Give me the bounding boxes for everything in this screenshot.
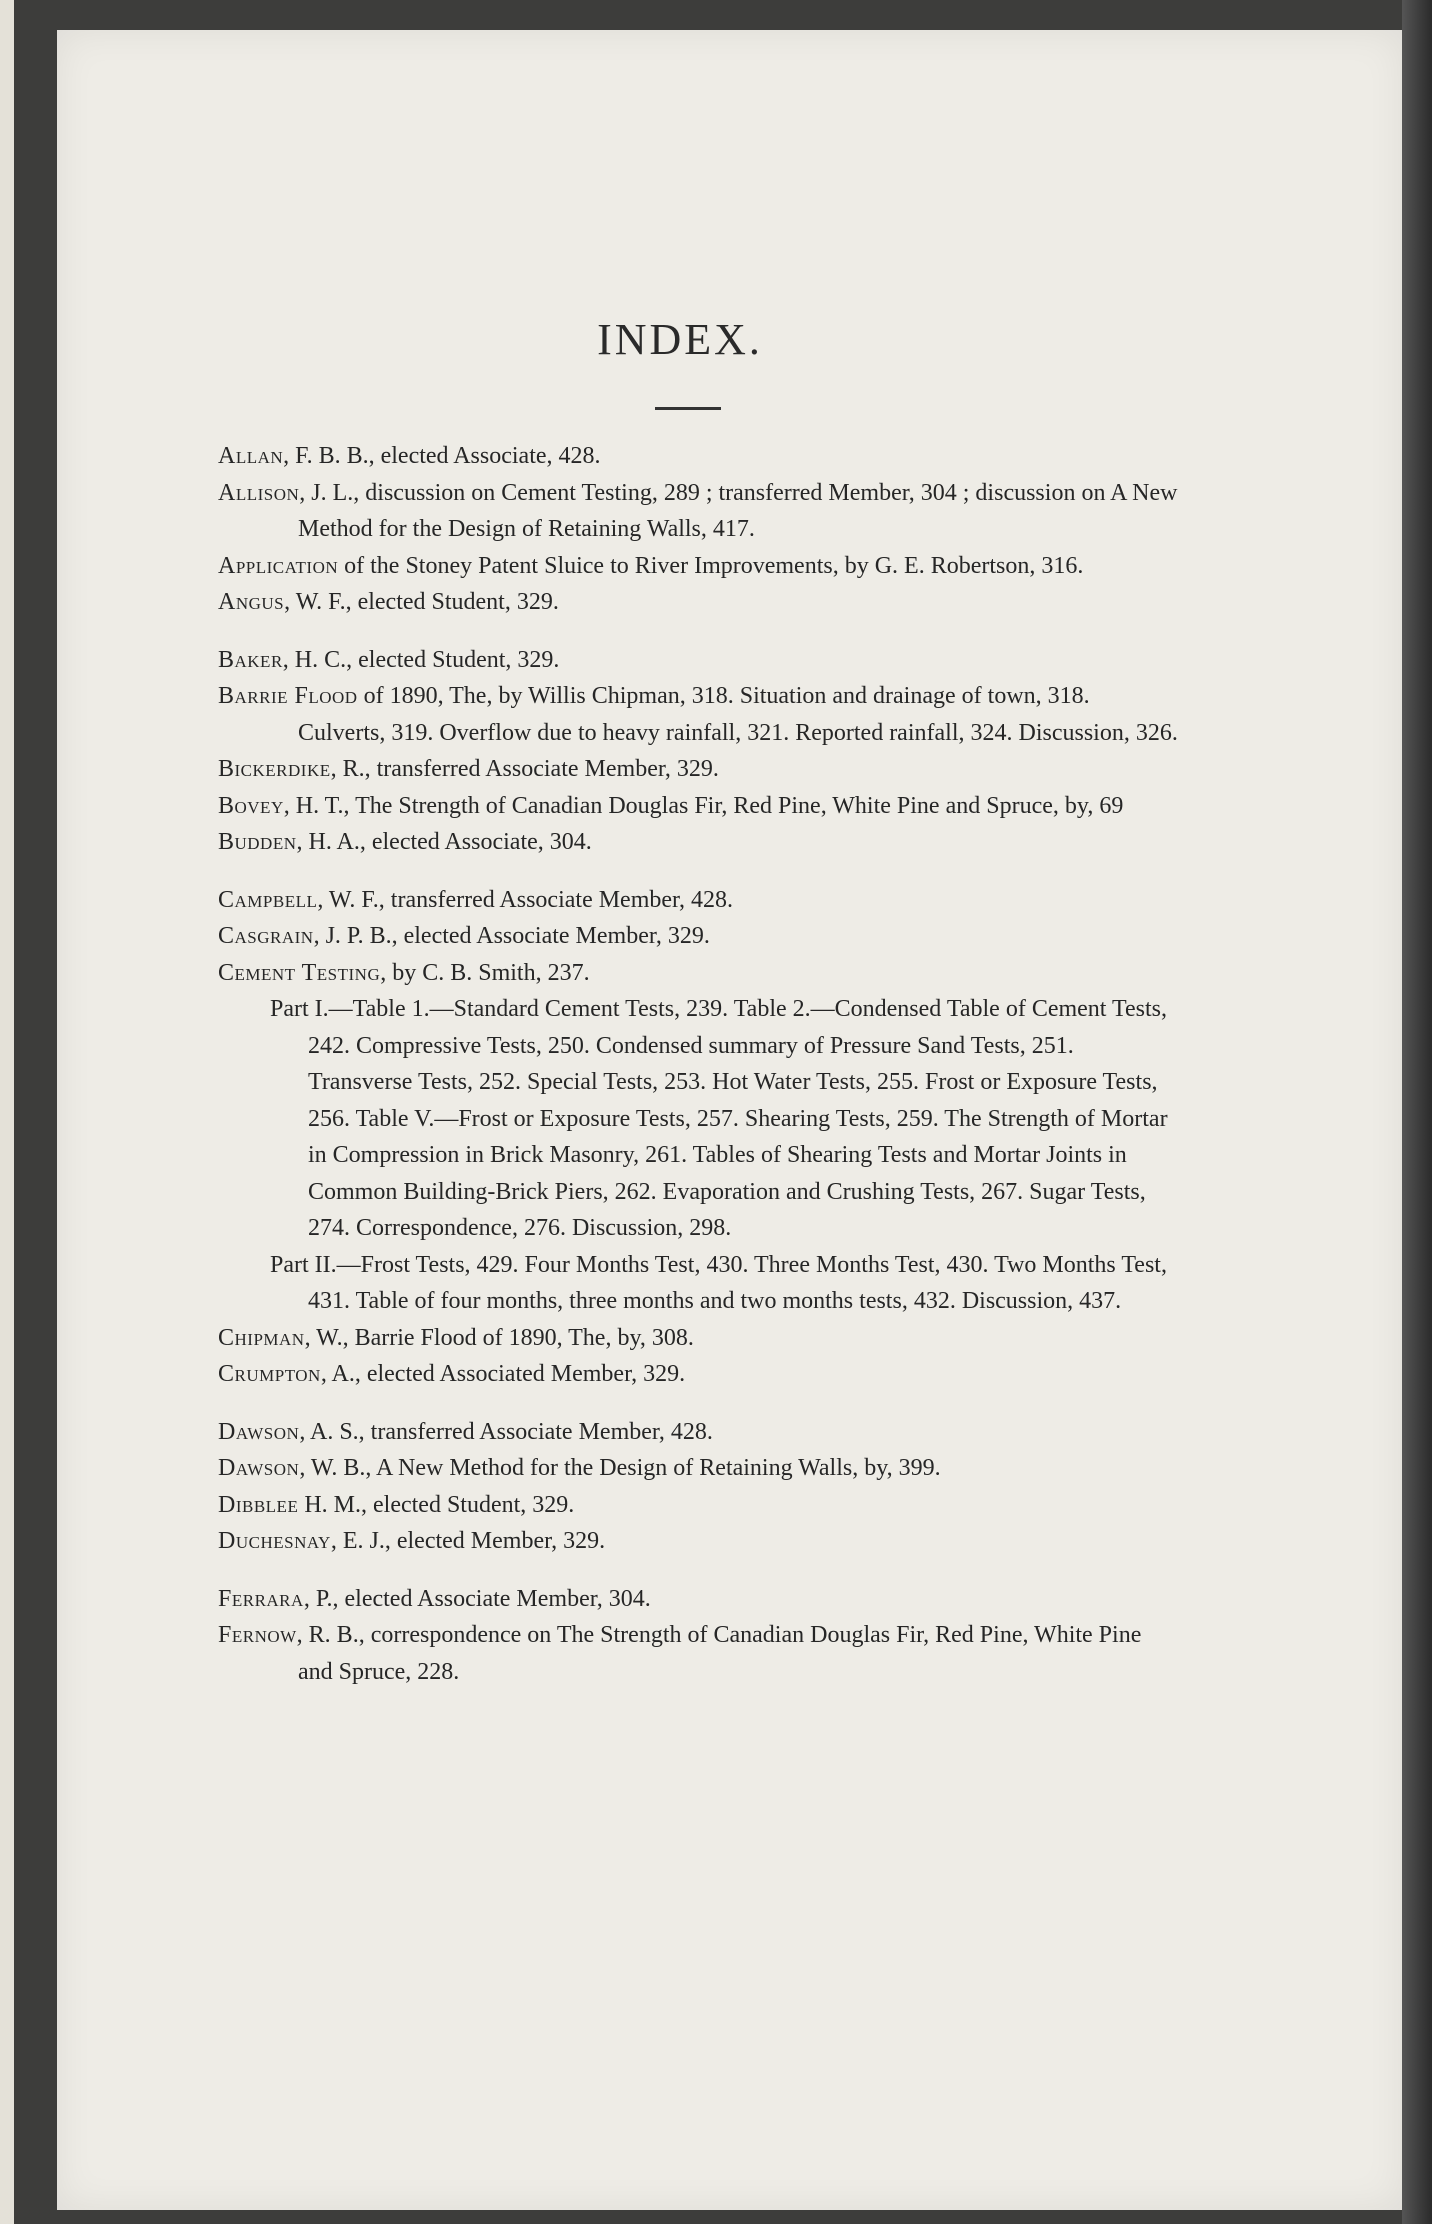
entry-heading: Angus — [218, 589, 285, 615]
entry-heading: Budden — [218, 829, 297, 855]
index-entry — [218, 1320, 1178, 1357]
entry-heading: Barrie Flood — [218, 683, 358, 709]
page-title: INDEX. — [597, 315, 763, 364]
entry-heading: Dawson — [218, 1455, 300, 1481]
entry-text: , A., elected Associated Member, 329. — [320, 1361, 686, 1387]
entry-text: of the Stoney Patent Sluice to River Improvements, by G. E. Robertson, 316. — [338, 552, 1084, 579]
title-rule — [655, 407, 721, 410]
entry-heading: Ferrara — [218, 1585, 304, 1612]
index-entry — [218, 955, 1178, 992]
index-entry — [218, 548, 1178, 585]
entry-text: H. M., elected Student, 329. — [298, 1491, 575, 1518]
entry-text: , J. P. B., elected Associate Member, 329. — [313, 923, 710, 949]
entry-heading: Application — [218, 552, 339, 579]
index-entry — [218, 475, 1178, 548]
entry-text: , A. S., transferred Associate Member, 428. — [299, 1418, 713, 1445]
entry-text: , W. F., transferred Associate Member, 428. — [317, 886, 734, 913]
entry-heading: Campbell — [218, 886, 318, 913]
entry-text: , R. B., correspondence on The Strength of Canadian Douglas Fir, Red Pine, White Pine and Spruce, 228. — [296, 1622, 1142, 1685]
entry-heading: Dibblee — [218, 1491, 299, 1518]
entry-heading: Allan — [218, 443, 284, 469]
entry-text: , H. C., elected Student, 329. — [282, 646, 560, 673]
entry-text: , H. A., elected Associate, 304. — [296, 829, 592, 855]
entry-text: , H. T., The Strength of Canadian Douglas Fir, Red Pine, White Pine and Spruce, by, 69 — [283, 792, 1124, 819]
index-entries — [218, 438, 1178, 1690]
entry-text: , by C. B. Smith, 237. — [380, 959, 590, 986]
index-subentry: Part II.—Frost Tests, 429. Four Months Test, 430. Three Months Test, 430. Two Months Test, 431. Table of four months, three months and two months tests, 432. Discussion, 437. — [270, 1251, 1167, 1314]
entry-heading: Chipman — [218, 1324, 305, 1351]
index-entry — [218, 1356, 1178, 1393]
index-entry — [218, 1450, 1178, 1487]
entry-text: , J. L., discussion on Cement Testing, 289 ; transferred Member, 304 ; discussion on A New Method for the Design of Retaining Walls, 417. — [298, 479, 1178, 542]
index-subentry: Part I.—Table 1.—Standard Cement Tests, 239. Table 2.—Condensed Table of Cement Tests, 242. Compressive Tests, 250. Condensed summary of Pressure Sand Tests, 251. Transverse Tests, 252. Special Tests, 253. Hot Water Tests, 255. Frost or Exposure Tests, 256. Table V.—Frost or Exposure Tests, 257. Shearing Tests, 259. The Strength of Mortar in Compression in Brick Masonry, 261. Tables of Shearing Tests and Mortar Joints in Common Building-Brick Piers, 262. Evaporation and Crushing Tests, 267. Sugar Tests, 274. Correspondence, 276. Discussion, 298. — [270, 996, 1168, 1241]
entry-heading: Cement Testing — [218, 959, 381, 986]
binding-shadow — [1402, 0, 1432, 2224]
index-entry — [218, 1617, 1178, 1690]
index-entry — [218, 1414, 1178, 1451]
entry-heading: Duchesnay — [218, 1528, 331, 1554]
entry-text: of 1890, The, by Willis Chipman, 318. Situation and drainage of town, 318. Culverts, 319. Overflow due to heavy rainfall, 321. Reported rainfall, 324. Discussion, 326. — [298, 683, 1178, 746]
index-entry — [218, 438, 1178, 475]
entry-heading: Dawson — [218, 1418, 300, 1445]
entry-text: , F. B. B., elected Associate, 428. — [283, 443, 601, 469]
index-entry — [218, 882, 1178, 919]
entry-heading: Allison — [218, 479, 300, 506]
entry-text: , P., elected Associate Member, 304. — [303, 1585, 651, 1612]
index-entry — [218, 824, 1178, 861]
index-entry — [218, 1523, 1178, 1560]
index-entry — [218, 751, 1178, 788]
entry-text: , W., Barrie Flood of 1890, The, by, 308. — [304, 1324, 694, 1351]
entry-text: , E. J., elected Member, 329. — [330, 1528, 606, 1554]
index-entry — [218, 678, 1178, 751]
index-entry — [218, 584, 1178, 621]
entry-heading: Casgrain — [218, 923, 314, 949]
entry-text: , W. F., elected Student, 329. — [284, 589, 559, 615]
entry-text: , W. B., A New Method for the Design of Retaining Walls, by, 399. — [299, 1455, 941, 1481]
entry-heading: Bovey — [218, 792, 284, 819]
entry-heading: Bickerdike — [218, 756, 331, 782]
index-entry — [218, 642, 1178, 679]
entry-text: , R., transferred Associate Member, 329. — [330, 756, 719, 782]
entry-heading: Fernow — [218, 1622, 297, 1648]
index-entry — [218, 1581, 1178, 1618]
index-entry — [218, 1487, 1178, 1524]
entry-heading: Baker — [218, 646, 283, 673]
index-entry — [218, 918, 1178, 955]
index-entry — [218, 788, 1178, 825]
entry-heading: Crumpton — [218, 1361, 321, 1387]
